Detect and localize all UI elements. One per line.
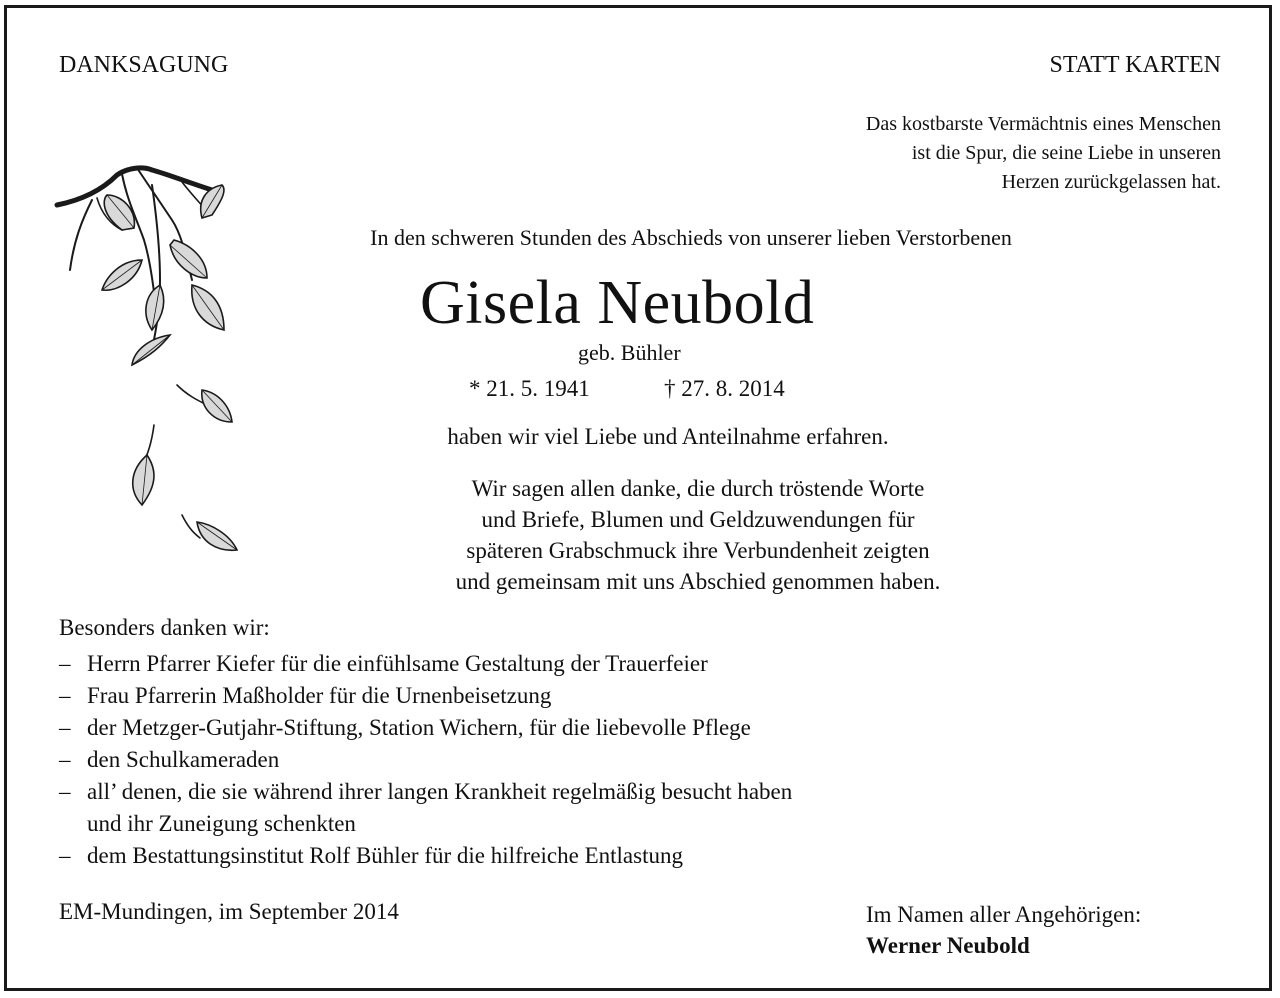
statt-karten-heading: STATT KARTEN: [1049, 52, 1221, 78]
thanks-line: späteren Grabschmuck ihre Verbundenheit zeigten: [466, 538, 930, 563]
place-and-date: EM-Mundingen, im September 2014: [59, 899, 399, 924]
dash-marker: –: [59, 651, 71, 676]
list-item-text: dem Bestattungsinstitut Rolf Bühler für die hilfreiche Entlastung: [87, 843, 683, 868]
quote-line: Das kostbarste Vermächtnis eines Menschen: [865, 113, 1221, 135]
dash-marker: –: [59, 843, 71, 868]
intro-line: In den schweren Stunden des Abschieds von unserer lieben Verstorbenen: [370, 225, 1012, 250]
special-thanks-list: [59, 648, 792, 872]
deceased-name: Gisela Neubold: [420, 269, 815, 337]
list-item-text: den Schulkameraden: [87, 747, 280, 772]
list-item-text: und ihr Zuneigung schenkten: [87, 811, 356, 836]
quote-line: Herzen zurückgelassen hat.: [1001, 171, 1221, 193]
thanks-paragraph: [0, 473, 1280, 597]
list-item: [59, 712, 792, 744]
dash-marker: –: [59, 747, 71, 772]
memorial-quote: [866, 110, 1221, 197]
dash-marker: –: [59, 715, 71, 740]
danksagung-heading: DANKSAGUNG: [59, 52, 229, 78]
special-thanks-heading: Besonders danken wir:: [59, 615, 270, 640]
list-item-text: all’ denen, die sie während ihrer langen Krankheit regelmäßig besucht haben: [87, 779, 793, 804]
on-behalf-line: Im Namen aller Angehörigen:: [866, 902, 1142, 927]
list-item: [59, 840, 792, 872]
list-item-continuation: [59, 808, 792, 840]
list-item: [59, 680, 792, 712]
thanks-line: Wir sagen allen danke, die durch tröstende Worte: [471, 476, 925, 501]
dash-marker: –: [59, 683, 71, 708]
list-item: [59, 744, 792, 776]
quote-line: ist die Spur, die seine Liebe in unseren: [911, 142, 1221, 164]
dash-marker: –: [59, 779, 71, 804]
thanks-line: und gemeinsam mit uns Abschied genommen haben.: [455, 569, 941, 594]
list-item-text: Frau Pfarrerin Maßholder für die Urnenbeisetzung: [87, 683, 552, 708]
list-item-text: Herrn Pfarrer Kiefer für die einfühlsame Gestaltung der Trauerfeier: [87, 651, 708, 676]
death-date: † 27. 8. 2014: [664, 376, 785, 401]
signer-name: Werner Neubold: [866, 933, 1030, 958]
birth-name: geb. Bühler: [578, 340, 681, 365]
birth-date: * 21. 5. 1941: [469, 376, 590, 401]
list-item-text: der Metzger-Gutjahr-Stiftung, Station Wichern, für die liebevolle Pflege: [87, 715, 751, 740]
received-line: haben wir viel Liebe und Anteilnahme erfahren.: [447, 424, 889, 449]
thanks-line: und Briefe, Blumen und Geldzuwendungen für: [481, 507, 915, 532]
list-item: [59, 648, 792, 680]
list-item: [59, 776, 792, 808]
signature-block: [866, 899, 1141, 961]
